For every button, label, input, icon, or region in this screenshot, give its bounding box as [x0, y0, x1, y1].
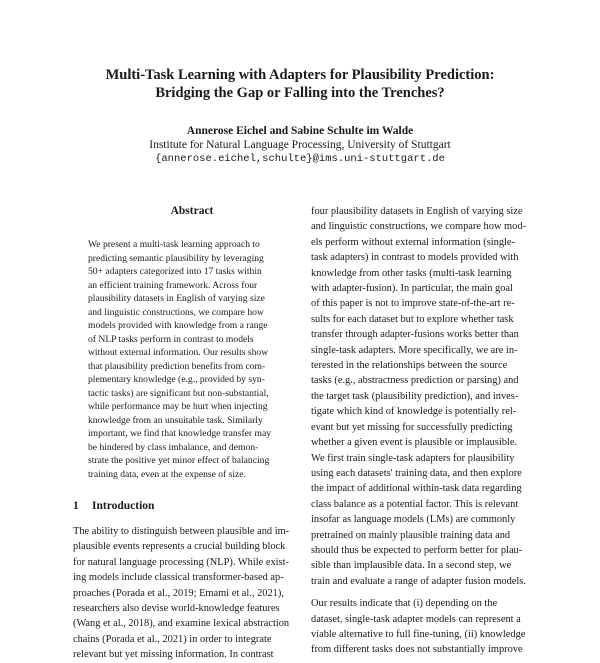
right-paragraph-1-line: whether a given event is plausible or implausible.: [311, 437, 518, 449]
right-paragraph-1-line: We first train single-task adapters for plausibility: [311, 452, 515, 464]
paragraph-gap: [311, 589, 533, 596]
right-paragraph-2-line: dataset, single-task adapter models can represent a: [311, 613, 521, 625]
abstract-line: training data, even at the expense of size.: [88, 468, 246, 480]
abstract-line: models provided with knowledge from a range: [88, 320, 268, 331]
abstract-line: knowledge from an unsuitable task. Similarly: [88, 414, 263, 426]
right-paragraph-1-line: sults for each dataset but to explore whether task: [311, 313, 514, 325]
right-paragraph-1-line: four plausibility datasets in English of varying size: [311, 206, 523, 217]
section-number: 1: [73, 500, 79, 512]
intro-line: chains (Porada et al., 2021) in order to integrate: [73, 633, 272, 645]
intro-line: plausible events represents a crucial building block: [73, 541, 286, 553]
left-column: [73, 204, 311, 663]
right-paragraph-1-line: transfer through adapter-fusions works better than: [311, 329, 519, 341]
abstract-line: of NLP tasks perform in contrast to models: [88, 333, 254, 345]
abstract-line: predicting semantic plausibility by leveraging: [88, 252, 264, 264]
abstract-line: 50+ adapters categorized into 17 tasks within: [88, 266, 262, 277]
abstract-line: an efficient training framework. Across four: [88, 279, 258, 291]
right-paragraph-2-line: viable alternative to full fine-tuning, (ii) knowledge: [311, 628, 526, 640]
intro-line: The ability to distinguish between plausible and im-: [73, 526, 290, 537]
section-heading-introduction: [73, 499, 311, 513]
paper-authors: Annerose Eichel and Sabine Schulte im Walde: [186, 125, 414, 137]
right-paragraph-1-line: using each datasets' training data, and then explore: [311, 467, 522, 479]
right-paragraph-2-line: Our results indicate that (i) depending on the: [311, 598, 498, 610]
intro-line: researchers also devise world-knowledge features: [73, 603, 280, 615]
intro-line: proaches (Porada et al., 2019; Emami et al., 2021),: [73, 587, 284, 599]
right-paragraph-1-line: and linguistic constructions, we compare how mod-: [311, 221, 526, 233]
title-line-2: Bridging the Gap or Falling into the Trenches?: [155, 85, 445, 101]
paper-title: [0, 66, 600, 102]
right-paragraph-1-line: the impact of additional within-task data regarding: [311, 483, 522, 495]
right-paragraph-1-line: the target task (plausibility prediction), and inves-: [311, 390, 519, 402]
right-paragraph-1-line: tigate which kind of knowledge is potentially rel-: [311, 406, 517, 418]
intro-line: ing models include classical transformer-based ap-: [73, 572, 284, 584]
abstract-line: tactic tasks) are significant but non-substantial,: [88, 387, 269, 399]
abstract-line: while performance may be hurt when injecting: [88, 401, 268, 412]
right-paragraph-1-line: train and evaluate a range of adapter fusion models.: [311, 575, 526, 587]
abstract-heading: Abstract: [170, 205, 214, 217]
intro-line: for natural language processing (NLP). While exist-: [73, 556, 289, 568]
paper-affiliation: Institute for Natural Language Processing, University of Stuttgart: [149, 139, 451, 151]
right-paragraph-1-line: of this paper is not to improve state-of-the-art re-: [311, 298, 515, 310]
right-paragraph-1-line: single-task adapters. More specifically, we are in-: [311, 344, 518, 356]
right-paragraph-1-line: evant but yet missing for successfully predicting: [311, 421, 513, 433]
right-paragraph-1-line: with adapter-fusion). In particular, the main goal: [311, 283, 513, 295]
section-title: Introduction: [92, 500, 155, 512]
right-paragraph-1-line: task adapters) in contrast to models provided with: [311, 252, 519, 264]
right-paragraph-1-line: pretrained on mainly plausible training data and: [311, 529, 511, 541]
abstract-line: plementary knowledge (e.g., provided by syn-: [88, 374, 265, 385]
right-paragraph-1-line: tasks (e.g., abstractness prediction or parsing) and: [311, 375, 519, 387]
abstract-line: important, we find that knowledge transfer may: [88, 428, 272, 439]
title-line-1: Multi-Task Learning with Adapters for Plausibility Prediction:: [105, 67, 495, 83]
abstract-line: We present a multi-task learning approach to: [88, 239, 260, 250]
intro-line: relevant but yet missing information. In contrast: [73, 649, 274, 661]
right-paragraph-2-line: from different tasks does not substantially improve: [311, 644, 523, 656]
right-paragraph-1-line: terested in the relationships between the source: [311, 360, 508, 372]
right-paragraph-1-line: insofar as language models (LMs) are commonly: [311, 514, 516, 526]
abstract-line: strate the positive yet minor effect of balancing: [88, 455, 270, 466]
abstract-line: and linguistic constructions, we compare how: [88, 306, 264, 318]
abstract-body: [88, 238, 288, 481]
right-paragraph-1-line: sible than implausible data. In a second step, we: [311, 560, 512, 572]
right-paragraph-1-line: should thus be expected to perform better for plau-: [311, 544, 523, 556]
abstract-line: be hindered by class imbalance, and demon-: [88, 441, 259, 453]
right-paragraph-1-line: els perform without external information (single-: [311, 236, 516, 248]
introduction-body: [73, 524, 311, 663]
intro-line: (Wang et al., 2018), and examine lexical abstraction: [73, 618, 290, 630]
right-column: [311, 204, 533, 658]
right-paragraph-1-line: knowledge from other tasks (multi-task learning: [311, 267, 512, 279]
abstract-line: that plausibility prediction benefits from com-: [88, 360, 266, 372]
abstract-line: without external information. Our results show: [88, 347, 269, 358]
paper-email: {annerose.eichel,schulte}@ims.uni-stuttgart.de: [155, 153, 445, 165]
right-paragraph-1-line: class balance as a potential factor. This is relevant: [311, 498, 519, 510]
abstract-line: plausibility datasets in English of varying size: [88, 293, 265, 304]
